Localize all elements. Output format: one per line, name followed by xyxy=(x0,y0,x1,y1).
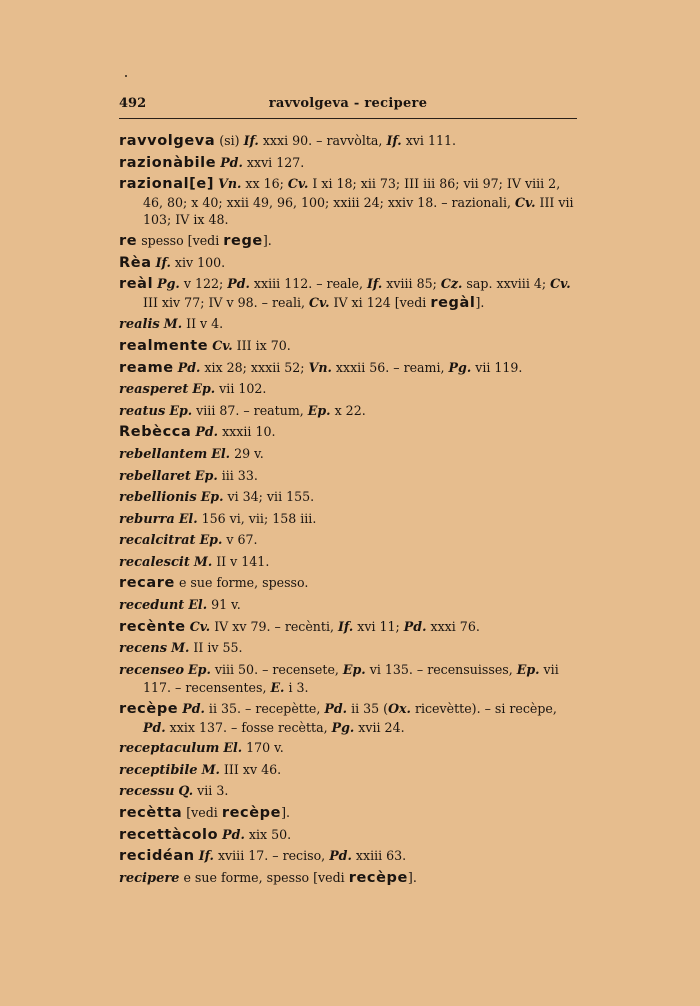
entry-text: ]. xyxy=(262,232,272,248)
entry-text: xxxi 90. – ravvòlta, xyxy=(258,133,387,148)
work-abbreviation: El. xyxy=(188,597,208,613)
dictionary-entry xyxy=(119,232,581,251)
ink-speck xyxy=(125,75,127,77)
dictionary-entry xyxy=(119,596,581,615)
entry-list xyxy=(119,132,581,890)
work-abbreviation: Pd. xyxy=(177,359,201,375)
dictionary-entry xyxy=(119,639,581,658)
entry-text: 91 v. xyxy=(207,597,241,613)
dictionary-entry xyxy=(119,661,581,697)
work-abbreviation: Ep. xyxy=(342,661,366,677)
work-abbreviation: Cv. xyxy=(287,176,309,192)
entry-text: II v 141. xyxy=(212,553,270,569)
work-abbreviation: If. xyxy=(386,133,402,148)
entry-lemma: recipere xyxy=(119,870,180,886)
entry-lemma: reàl xyxy=(119,276,154,293)
dictionary-entry xyxy=(119,402,581,421)
dictionary-entry xyxy=(119,254,581,273)
entry-text: xxvi 127. xyxy=(242,154,305,170)
entry-text: ricevètte). – si recèpe, xyxy=(410,701,557,717)
dictionary-entry xyxy=(119,739,581,758)
work-abbreviation: Pg. xyxy=(157,276,180,292)
entry-text: ii 35. – recepètte, xyxy=(204,701,325,717)
entry-text: ]. xyxy=(407,869,417,885)
dictionary-entry xyxy=(119,359,581,378)
work-abbreviation: Pg. xyxy=(331,719,355,735)
page-header xyxy=(119,96,577,118)
dictionary-entry xyxy=(119,826,581,845)
work-abbreviation: El. xyxy=(178,510,198,526)
work-abbreviation: Pd. xyxy=(220,154,243,170)
dictionary-entry xyxy=(119,423,581,442)
work-abbreviation: Pd. xyxy=(324,701,348,717)
page-number: 492 xyxy=(119,96,147,111)
entry-text: IV xv 79. – recènti, xyxy=(210,618,339,634)
dictionary-entry xyxy=(119,315,581,334)
entry-lemma: Rèa xyxy=(119,254,152,271)
work-abbreviation: Vn. xyxy=(218,176,242,192)
dictionary-entry xyxy=(119,574,581,593)
entry-text: [vedi xyxy=(182,805,222,820)
entry-text: e sue forme, spesso [vedi xyxy=(179,869,349,885)
entry-text: xix 28; xxxii 52; xyxy=(200,359,309,375)
running-title: ravvolgeva - recipere xyxy=(268,96,428,111)
entry-text: x 22. xyxy=(330,402,366,418)
dictionary-entry xyxy=(119,804,581,823)
dictionary-entry xyxy=(119,869,581,888)
work-abbreviation: Ep. xyxy=(169,402,193,418)
work-abbreviation: Ep. xyxy=(516,661,540,677)
work-abbreviation: El. xyxy=(223,740,243,756)
entry-text: I xi 18; xii 73; III iii 86; vii 97; IV viii 2, 46, 80; x 40; xxii 49, 96, 100; xxiii 24; xxiv 18. – razionali, xyxy=(143,176,561,210)
dictionary-entry xyxy=(119,132,581,151)
entry-text: vii 117. – recensentes, xyxy=(143,661,559,696)
work-abbreviation: Pd. xyxy=(227,276,250,292)
work-abbreviation: E. xyxy=(270,680,285,696)
entry-text: ii 35 ( xyxy=(347,701,389,717)
entry-lemma: recètta xyxy=(119,805,183,821)
cross-reference: recèpe xyxy=(221,805,282,821)
dictionary-entry xyxy=(119,782,581,801)
entry-text: xix 50. xyxy=(244,826,292,842)
entry-lemma: reame xyxy=(119,359,174,376)
work-abbreviation: Ep. xyxy=(188,661,211,677)
entry-text: IV xi 124 [vedi xyxy=(329,294,431,310)
dictionary-entry xyxy=(119,531,581,550)
entry-lemma: reatus xyxy=(119,403,166,419)
work-abbreviation: M. xyxy=(163,316,183,332)
entry-lemma: recenseo xyxy=(119,662,185,678)
entry-text: iii 33. xyxy=(217,467,258,483)
entry-text: III xiv 77; IV v 98. – reali, xyxy=(143,294,310,310)
work-abbreviation: If. xyxy=(198,848,214,864)
entry-text: v 67. xyxy=(222,532,258,548)
work-abbreviation: Cz. xyxy=(440,276,463,292)
entry-lemma: reasperet xyxy=(119,382,189,398)
dictionary-entry xyxy=(119,553,581,572)
entry-lemma: realmente xyxy=(119,337,209,354)
entry-lemma: realis xyxy=(119,317,160,333)
entry-text: II iv 55. xyxy=(189,640,243,656)
work-abbreviation: Pd. xyxy=(403,618,427,634)
entry-lemma: recalescit xyxy=(119,554,190,570)
work-abbreviation: Vn. xyxy=(308,359,332,375)
entry-text: xxxi 76. xyxy=(426,618,480,634)
entry-text: III ix 70. xyxy=(232,337,291,353)
entry-text: xvii 24. xyxy=(354,719,405,735)
entry-lemma: recedunt xyxy=(119,598,185,614)
entry-text: vii 3. xyxy=(193,783,229,799)
entry-text: viii 50. – recensete, xyxy=(210,661,343,677)
dictionary-entry xyxy=(119,445,581,464)
entry-text: 156 vi, vii; 158 iii. xyxy=(197,510,317,526)
work-abbreviation: Pd. xyxy=(195,424,219,440)
entry-text: III vii 103; IV ix 48. xyxy=(143,194,574,228)
entry-text: xxix 137. – fosse recètta, xyxy=(165,719,332,735)
work-abbreviation: Cv. xyxy=(309,294,330,310)
work-abbreviation: M. xyxy=(193,553,213,569)
entry-text: vii 102. xyxy=(215,381,267,397)
entry-lemma: ravvolgeva xyxy=(119,133,216,149)
work-abbreviation: Pd. xyxy=(329,848,352,864)
dictionary-entry xyxy=(119,337,581,356)
dictionary-entry xyxy=(119,275,581,312)
entry-text: xxiii 63. xyxy=(351,848,407,864)
entry-lemma: recalcitrat xyxy=(119,533,196,549)
entry-text: viii 87. – reatum, xyxy=(192,402,308,418)
work-abbreviation: Q. xyxy=(178,783,194,799)
work-abbreviation: Ep. xyxy=(199,532,223,548)
entry-text: xvi 11; xyxy=(353,618,404,634)
dictionary-entry xyxy=(119,380,581,399)
entry-text: xxxii 56. – reami, xyxy=(331,359,449,375)
entry-lemma: recèpe xyxy=(119,701,179,718)
dictionary-entry xyxy=(119,510,581,529)
entry-lemma: reburra xyxy=(119,511,175,527)
work-abbreviation: Ep. xyxy=(200,489,224,505)
entry-text: xvi 111. xyxy=(401,133,456,148)
entry-text: spesso [vedi xyxy=(137,232,224,248)
work-abbreviation: El. xyxy=(211,445,231,461)
entry-text: ]. xyxy=(475,294,485,310)
work-abbreviation: Cv. xyxy=(515,194,536,210)
dictionary-entry xyxy=(119,154,581,173)
entry-lemma: Rebècca xyxy=(119,424,192,441)
entry-text: v 122; xyxy=(179,276,228,292)
entry-text: II v 4. xyxy=(182,316,224,332)
cross-reference: recèpe xyxy=(348,869,408,886)
entry-lemma: receptibile xyxy=(119,762,198,778)
entry-lemma: razional[e] xyxy=(119,176,215,193)
work-abbreviation: If. xyxy=(243,133,259,148)
entry-text: xx 16; xyxy=(241,176,288,192)
dictionary-entry xyxy=(119,467,581,486)
work-abbreviation: Cv. xyxy=(189,618,211,634)
entry-text: xxiii 112. – reale, xyxy=(249,276,368,292)
entry-lemma: recare xyxy=(119,575,175,592)
entry-lemma: rebellaret xyxy=(119,468,191,484)
work-abbreviation: Cv. xyxy=(550,276,571,292)
dictionary-entry xyxy=(119,175,581,229)
work-abbreviation: If. xyxy=(367,276,383,292)
entry-lemma: rebellionis xyxy=(119,490,197,506)
entry-text: 29 v. xyxy=(230,445,264,461)
work-abbreviation: Cv. xyxy=(212,337,233,353)
header-rule xyxy=(119,118,577,119)
entry-text: III xv 46. xyxy=(219,761,282,777)
entry-text: e sue forme, spesso. xyxy=(174,575,309,591)
entry-lemma: rebellantem xyxy=(119,446,208,462)
entry-lemma: razionàbile xyxy=(119,154,217,171)
dictionary-entry xyxy=(119,488,581,507)
work-abbreviation: M. xyxy=(201,761,220,777)
entry-text: vi 135. – recensuisses, xyxy=(365,661,517,677)
entry-lemma: receptaculum xyxy=(119,741,220,757)
work-abbreviation: If. xyxy=(338,618,354,634)
entry-lemma: re xyxy=(119,232,138,249)
cross-reference: rege xyxy=(223,232,263,249)
dictionary-entry xyxy=(119,618,581,637)
work-abbreviation: Pd. xyxy=(143,719,166,735)
entry-text: xviii 17. – reciso, xyxy=(213,848,330,864)
cross-reference: regàl xyxy=(430,294,476,311)
entry-text: xviii 85; xyxy=(382,276,441,292)
dictionary-entry xyxy=(119,700,581,736)
work-abbreviation: Ep. xyxy=(194,467,218,483)
entry-lemma: recens xyxy=(119,641,168,657)
entry-text: i 3. xyxy=(284,680,309,696)
entry-lemma: recessu xyxy=(119,784,175,800)
entry-text: xiv 100. xyxy=(170,254,226,270)
dictionary-entry xyxy=(119,761,581,780)
work-abbreviation: M. xyxy=(171,640,190,656)
dictionary-entry xyxy=(119,847,581,866)
work-abbreviation: Pg. xyxy=(448,359,472,375)
entry-text: vii 119. xyxy=(471,359,523,375)
work-abbreviation: If. xyxy=(155,254,171,270)
work-abbreviation: Pd. xyxy=(222,826,245,842)
entry-text: ]. xyxy=(281,805,290,820)
entry-text: xxxii 10. xyxy=(218,424,276,440)
entry-text: 170 v. xyxy=(242,740,284,756)
entry-lemma: recidéan xyxy=(119,848,195,865)
entry-text: vi 34; vii 155. xyxy=(223,489,315,505)
entry-lemma: recènte xyxy=(119,618,186,635)
work-abbreviation: Pd. xyxy=(182,701,205,717)
work-abbreviation: Ox. xyxy=(388,701,411,717)
entry-text: (si) xyxy=(215,133,244,148)
entry-text: sap. xxviii 4; xyxy=(462,276,551,292)
work-abbreviation: Ep. xyxy=(307,402,331,418)
work-abbreviation: Ep. xyxy=(192,381,216,397)
entry-lemma: recettàcolo xyxy=(119,826,219,843)
